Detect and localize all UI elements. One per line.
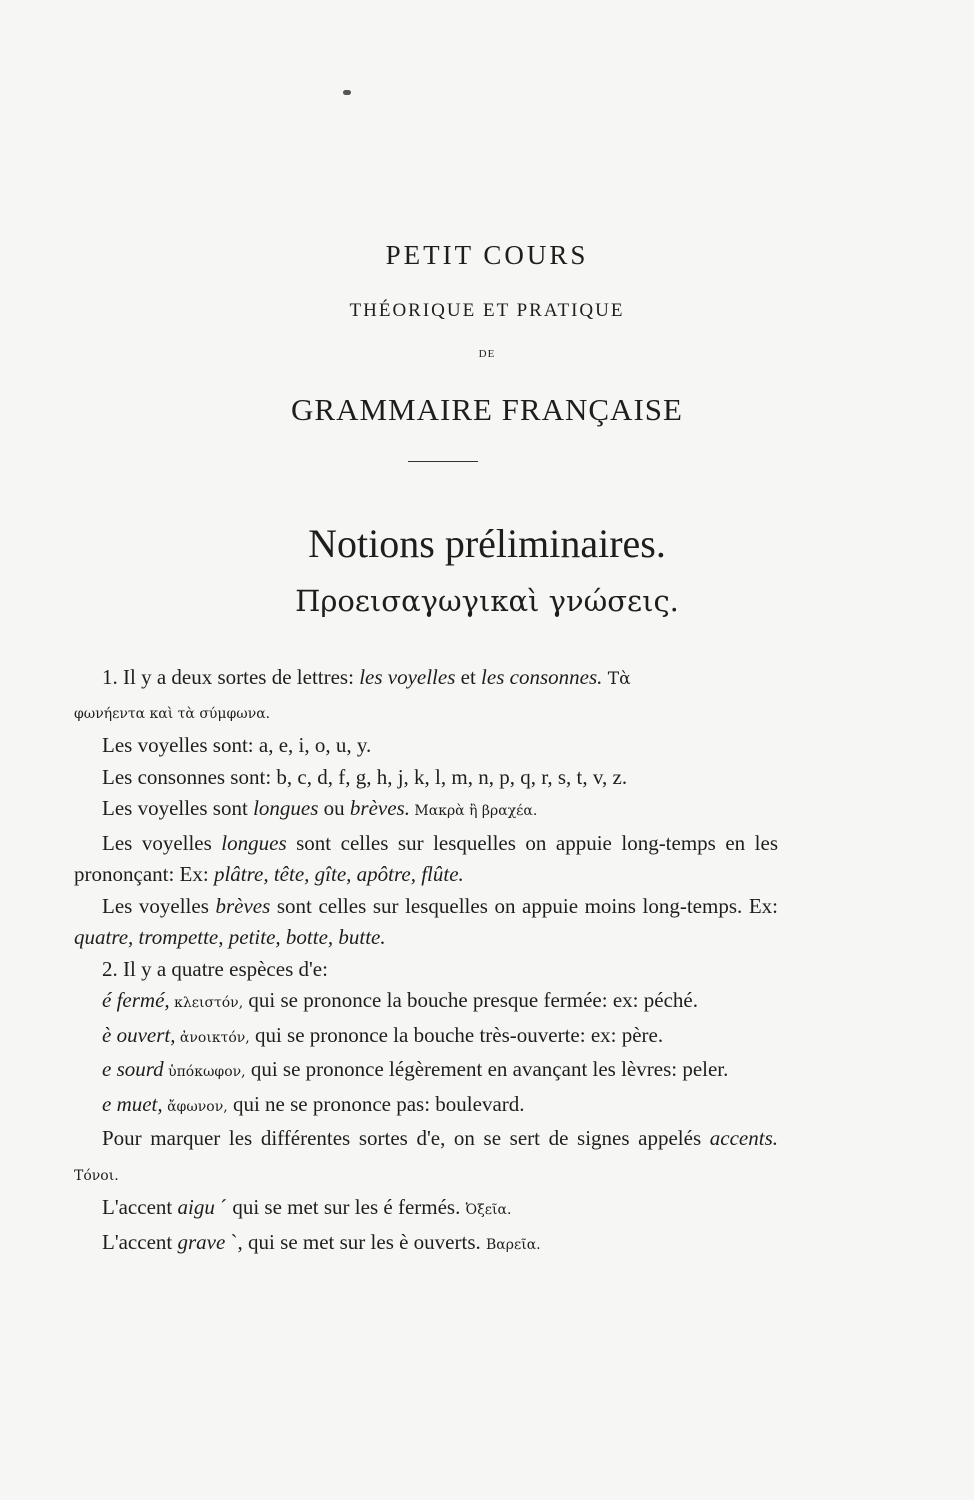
paragraph-4: Les voyelles sont longues ou brèves. Μακρὰ ἢ βραχέα. xyxy=(102,796,538,820)
title-de: DE xyxy=(478,348,496,360)
paragraph-11: e muet, ἄφωνον, qui ne se prononce pas: boulevard. xyxy=(102,1091,525,1116)
section-title-greek: Προεισαγωγικαὶ γνώσεις. xyxy=(295,584,679,618)
paragraph-8: é fermé, κλειστόν, qui se prononce la bouche presque fermée: ex: péché. xyxy=(102,988,698,1012)
paragraph-13: L'accent aigu ´ qui se met sur les é fermés. Ὀξεῖα. xyxy=(102,1195,512,1219)
paragraph-6: Les voyelles brèves sont celles sur lesquelles on appuie moins long-temps. Ex: quatre, trompette, petite, botte, butte. xyxy=(74,893,778,949)
divider xyxy=(408,461,478,462)
title-grammaire: GRAMMAIRE FRANÇAISE xyxy=(291,392,683,427)
title-petit-cours: PETIT COURS xyxy=(385,240,589,270)
section-title: Notions préliminaires. xyxy=(308,521,666,566)
ink-mark xyxy=(343,90,351,95)
paragraph-2: Les voyelles sont: a, e, i, o, u, y. xyxy=(102,733,372,757)
paragraph-7: 2. Il y a quatre espèces d'e: xyxy=(102,956,328,981)
paragraph-14: L'accent grave `, qui se met sur les è ouverts. Βαρεῖα. xyxy=(102,1229,541,1254)
body-text xyxy=(74,662,778,1261)
paragraph-9: è ouvert, ἀνοικτόν, qui se prononce la bouche très-ouverte: ex: père. xyxy=(102,1022,664,1047)
paragraph-5: Les voyelles longues sont celles sur lesquelles on appuie long-temps en les prononçant: Ex: plâtre, tête, gîte, apôtre, flûte. xyxy=(74,830,778,886)
paragraph-12: Pour marquer les différentes sortes d'e, on se sert de signes appelés accents. Τόνοι. xyxy=(74,1126,778,1184)
paragraph-1: 1. Il y a deux sortes de lettres: les voyelles et les consonnes. Τὰ φωνήεντα καὶ τὰ σύμφωνα. xyxy=(74,665,631,722)
paragraph-3: Les consonnes sont: b, c, d, f, g, h, j, k, l, m, n, p, q, r, s, t, v, z. xyxy=(102,764,628,789)
paragraph-10: e sourd ὑπόκωφον, qui se prononce légèrement en avançant les lèvres: peler. xyxy=(102,1057,729,1081)
title-theorique: THÉORIQUE ET PRATIQUE xyxy=(349,300,625,321)
